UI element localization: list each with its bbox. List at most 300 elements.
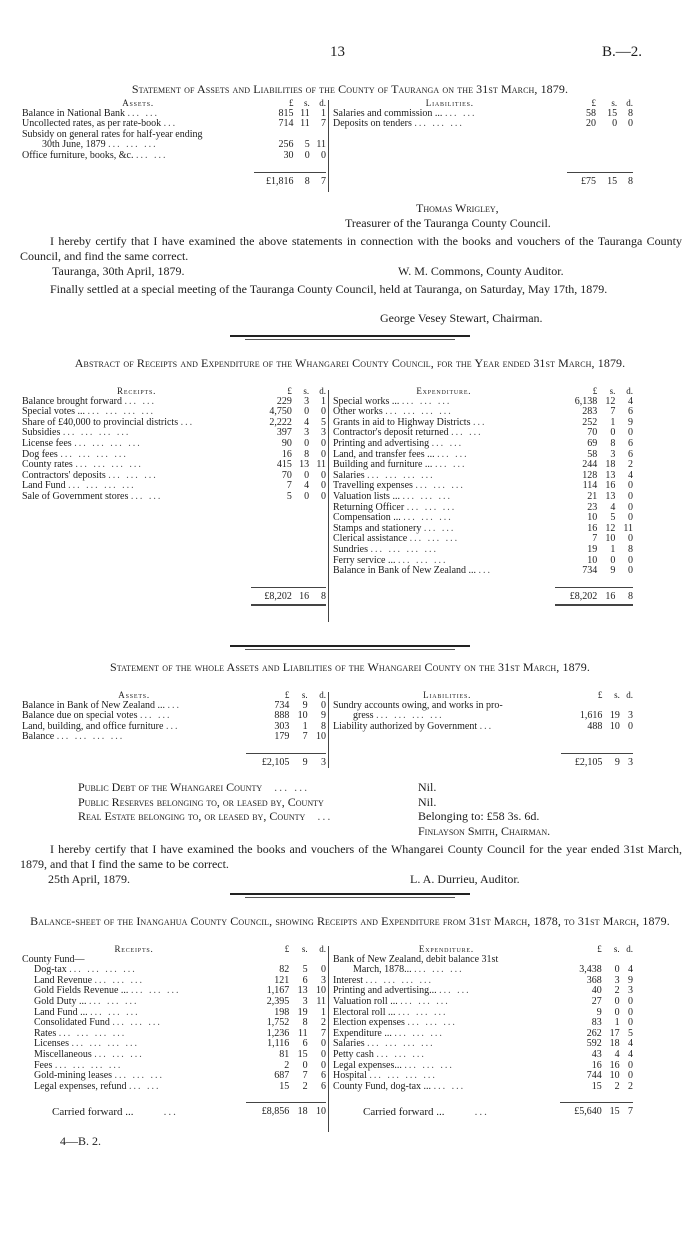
row-label-text: Hospital — [333, 1070, 367, 1082]
spacer-cell — [602, 743, 619, 754]
shillings-cell: 3 — [614, 974, 620, 986]
pence-cell: 10 — [316, 731, 326, 743]
pounds-cell: 256 — [278, 139, 294, 151]
pounds-cell: 734 — [274, 699, 290, 711]
row-label-text: County Fund, dog-tax ... — [333, 1080, 432, 1092]
shillings-cell: 19 — [609, 710, 620, 722]
leader-dots: ... ... ... — [94, 1048, 144, 1060]
spacer-cell — [22, 545, 251, 556]
spacer-cell — [251, 513, 292, 524]
spacer-cell — [597, 577, 615, 588]
leader-dots: ... ... — [124, 395, 156, 407]
pence-cell: 0 — [628, 565, 633, 577]
leader-dots: ... — [478, 565, 493, 577]
currency-column-header: £ — [284, 944, 290, 954]
shillings-cell: 3 — [610, 448, 616, 460]
shillings-cell: 12 — [605, 522, 616, 534]
currency-column-header: £ — [288, 98, 294, 108]
pence-cell: 0 — [628, 1017, 633, 1029]
row-label-text: Salaries — [333, 469, 365, 481]
column-divider — [328, 390, 329, 622]
pounds-cell: 415 — [276, 459, 292, 471]
shillings-cell: 1 — [614, 1017, 620, 1029]
carried-forward-text: Carried forward ... — [363, 1106, 445, 1119]
pence-cell: 0 — [628, 1070, 633, 1082]
pence-cell: 0 — [321, 699, 326, 711]
leader-dots: ... ... ... ... — [367, 1038, 435, 1050]
table-row — [22, 1082, 326, 1093]
leader-dots: ... ... ... — [130, 985, 181, 997]
leader-dots: ... ... ... — [89, 995, 139, 1007]
row-label-text: 30th June, 1879 — [42, 139, 106, 151]
pounds-cell: 368 — [586, 974, 602, 986]
column-divider — [328, 946, 329, 1132]
row-label-text: Compensation ... — [333, 512, 401, 524]
section-separator-thin — [245, 897, 455, 898]
currency-column-header: s. — [301, 944, 308, 954]
pence-cell: 11 — [316, 139, 326, 151]
pence-cell: 0 — [321, 480, 326, 492]
pence-cell: 6 — [628, 437, 633, 449]
spacer-cell — [309, 566, 326, 577]
row-label-text: Balance — [22, 731, 55, 743]
row-label-text: Office furniture, books, &c. — [22, 149, 134, 161]
shillings-cell: 11 — [300, 107, 310, 119]
row-label-text: Other works — [333, 406, 383, 418]
section-separator — [230, 893, 470, 895]
pence-cell: 0 — [321, 1059, 326, 1071]
total-label-empty — [22, 172, 254, 189]
total-s-cell: 16 — [597, 587, 615, 605]
spacer-cell — [310, 162, 326, 173]
leader-dots: ... ... ... — [376, 1048, 426, 1060]
row-label-text: Stamps and stationery — [333, 522, 422, 534]
pence-cell: 0 — [628, 480, 633, 492]
pounds-cell: 15 — [591, 1080, 602, 1092]
row-label-text: Gold-mining leases — [34, 1070, 113, 1082]
shillings-cell: 1 — [610, 543, 616, 555]
signature-mark: 4—B. 2. — [60, 1134, 102, 1148]
pence-cell: 2 — [628, 1080, 633, 1092]
pounds-cell: 1,616 — [579, 710, 603, 722]
row-label-text: Land Fund — [22, 480, 66, 492]
whangarei-abstract-title: Abstract of Receipts and Expenditure of the Whangarei County Council, for the Year ended 31st March, 1879. — [74, 356, 626, 370]
pounds-cell: 58 — [585, 107, 596, 119]
currency-column-header: £ — [287, 386, 292, 396]
row-label-text: Special works ... — [333, 395, 400, 407]
column-header: Receipts. — [114, 944, 154, 954]
table-row — [22, 151, 326, 162]
spacer-cell — [561, 743, 602, 754]
shillings-cell: 11 — [297, 1027, 308, 1039]
spacer-cell — [309, 577, 326, 588]
leader-dots: ... ... — [451, 427, 483, 439]
tauranga-assets-table — [22, 98, 326, 189]
shillings-cell: 0 — [304, 406, 310, 418]
leader-dots: ... ... ... ... — [56, 731, 125, 743]
carried-l-cell: £8,856 — [246, 1103, 289, 1118]
pounds-cell: 198 — [274, 1006, 290, 1018]
total-label-empty — [333, 172, 567, 189]
spacer-cell — [289, 1092, 307, 1103]
tauranga-auditor: W. M. Commons, County Auditor. — [398, 264, 564, 278]
column-header: Liabilities. — [423, 690, 472, 700]
tauranga-treasurer-title: Treasurer of the Tauranga County Council. — [345, 216, 551, 230]
pounds-cell: 229 — [276, 395, 292, 407]
currency-column-header: s. — [611, 98, 618, 108]
row-label-text: Bank of New Zealand, debit balance 31st — [333, 953, 499, 965]
leader-dots: ... ... ... — [108, 469, 158, 481]
shillings-cell: 12 — [605, 395, 616, 407]
whangarei-date: 25th April, 1879. — [48, 872, 131, 886]
currency-column-header: d. — [319, 386, 326, 396]
pence-cell: 0 — [628, 533, 633, 545]
leader-dots: ... ... ... ... — [365, 974, 433, 986]
shillings-cell: 4 — [610, 501, 616, 513]
total-l-cell: £2,105 — [561, 754, 602, 771]
column-header: Assets. — [118, 690, 150, 700]
row-label-text: Sale of Government stores — [22, 490, 129, 502]
shillings-cell: 10 — [297, 710, 308, 722]
spacer-cell — [617, 130, 633, 141]
shillings-cell: 7 — [302, 731, 308, 743]
row-label — [22, 732, 246, 743]
row-label-text: Contractors' deposits — [22, 469, 106, 481]
shillings-cell: 0 — [614, 1006, 620, 1018]
carried-l-cell: £5,640 — [560, 1103, 602, 1118]
pounds-cell: 81 — [279, 1048, 290, 1060]
row-label-text: Building and furniture ... — [333, 459, 433, 471]
currency-column-header: £ — [597, 944, 602, 954]
pounds-cell: 114 — [582, 480, 598, 492]
shillings-cell: 9 — [302, 699, 308, 711]
leader-dots: ... ... ... — [397, 554, 448, 566]
row-label-text: Sundries — [333, 543, 368, 555]
currency-column-header: s. — [609, 386, 616, 396]
shillings-cell: 3 — [304, 427, 310, 439]
pence-cell: 6 — [628, 406, 633, 418]
leader-dots: ... — [163, 118, 178, 130]
row-label — [333, 1082, 560, 1093]
spacer-cell — [615, 577, 633, 588]
debt-row-label: Public Debt of the Whangarei County — [78, 780, 263, 794]
pounds-cell: 5 — [286, 490, 292, 502]
total-l-cell: £8,202 — [251, 587, 292, 605]
pence-cell: 0 — [628, 554, 633, 566]
total-row — [333, 587, 633, 605]
pounds-cell: 9 — [596, 1006, 602, 1018]
leader-dots: ... ... — [423, 522, 456, 534]
whangarei-statement-title: Statement of the whole Assets and Liabilities of the Whangarei County on the 31st March, 1879. — [110, 660, 590, 674]
pence-cell: 1 — [321, 395, 326, 407]
currency-column-header: s. — [614, 690, 620, 700]
row-label-text: Miscellaneous — [34, 1048, 92, 1060]
total-d-cell: 8 — [309, 587, 326, 605]
spacer-cell — [251, 524, 292, 535]
pence-cell: 0 — [321, 469, 326, 481]
row-label-text: Printing and advertising — [333, 437, 430, 449]
row-label-text: County rates — [22, 459, 73, 471]
row-label — [22, 151, 254, 162]
whangarei-assets-table — [22, 690, 326, 771]
currency-column-header: d. — [319, 690, 326, 700]
pounds-cell: 19 — [587, 543, 598, 555]
spacer-cell — [333, 151, 567, 162]
shillings-cell: 0 — [614, 995, 620, 1007]
pounds-cell: 90 — [281, 437, 292, 449]
carried-d-cell: 10 — [308, 1103, 326, 1118]
row-label-text: Licenses — [34, 1038, 69, 1050]
leader-dots: ... ... — [431, 437, 464, 449]
leader-dots: ... ... — [128, 1080, 161, 1092]
leader-dots: ... ... ... ... — [369, 1070, 437, 1082]
pence-cell: 6 — [321, 1080, 326, 1092]
spacer-cell — [292, 577, 309, 588]
pounds-cell: 10 — [587, 512, 598, 524]
inangahua-receipts-table — [22, 944, 326, 1118]
leader-dots: ... ... ... ... — [376, 710, 444, 722]
pence-cell: 9 — [628, 416, 633, 428]
pence-cell: 3 — [628, 710, 633, 722]
pence-cell: 2 — [628, 459, 633, 471]
leader-dots: ... — [479, 720, 494, 732]
currency-column-header: s. — [303, 386, 310, 396]
total-l-cell: £1,816 — [254, 172, 293, 189]
leader-dots: ... — [474, 1106, 489, 1119]
currency-column-header: £ — [591, 98, 596, 108]
total-row — [22, 172, 326, 189]
shillings-cell: 1 — [610, 416, 616, 428]
currency-column-header: s. — [303, 98, 310, 108]
pounds-cell: 592 — [586, 1038, 602, 1050]
whangarei-debt-block — [78, 780, 618, 824]
shillings-cell: 0 — [610, 554, 616, 566]
shillings-cell: 8 — [304, 448, 310, 460]
currency-column-header: d. — [319, 98, 326, 108]
inangahua-title: Balance-sheet of the Inangahua County Council, showing Receipts and Expenditure from 31st March, 1878, to 31st March, 1879. — [30, 914, 670, 928]
leader-dots: ... ... — [433, 1080, 466, 1092]
total-s-cell: 16 — [292, 587, 309, 605]
leader-dots: ... ... — [140, 710, 172, 722]
leader-dots: ... ... ... — [400, 995, 450, 1007]
whangarei-expenditure-table — [333, 386, 633, 606]
shillings-cell: 4 — [614, 1048, 620, 1060]
shillings-cell: 4 — [304, 480, 310, 492]
spacer-cell — [289, 743, 307, 754]
pence-cell: 0 — [628, 720, 633, 732]
pence-cell: 0 — [321, 437, 326, 449]
spacer-cell — [308, 1092, 326, 1103]
leader-dots: ... ... ... — [407, 1017, 457, 1029]
pounds-cell: 121 — [274, 974, 290, 986]
pence-cell: 0 — [321, 964, 326, 976]
spacer-cell — [617, 140, 633, 151]
pounds-cell: 888 — [274, 710, 290, 722]
spacer-cell — [596, 140, 617, 151]
spacer-cell — [251, 566, 292, 577]
total-l-cell: £2,105 — [246, 754, 289, 771]
leader-dots: ... ... ... ... — [75, 459, 143, 471]
pence-cell: 5 — [628, 1027, 633, 1039]
shillings-cell: 2 — [614, 1080, 620, 1092]
pounds-cell: 488 — [587, 720, 603, 732]
pounds-cell: 58 — [587, 448, 598, 460]
spacer-cell — [333, 1092, 560, 1103]
total-row — [333, 172, 633, 189]
carried-s-cell: 18 — [289, 1103, 307, 1118]
spacer-cell — [596, 151, 617, 162]
spacer-cell — [560, 1092, 602, 1103]
spacer-cell — [22, 743, 246, 754]
spacer-cell — [22, 1092, 246, 1103]
pounds-cell: 1,236 — [266, 1027, 290, 1039]
spacer-cell — [309, 556, 326, 567]
total-s-cell: 8 — [293, 172, 309, 189]
shillings-cell: 6 — [302, 974, 308, 986]
row-label-text: Returning Officer — [333, 501, 405, 513]
row-label-text: Electoral roll ... — [333, 1006, 396, 1018]
total-d-cell: 3 — [308, 754, 326, 771]
row-label-text: Grants in aid to Highway Districts — [333, 416, 471, 428]
row-label-text: gress — [353, 710, 374, 722]
spacer-cell — [602, 732, 619, 743]
total-s-cell: 15 — [596, 172, 617, 189]
debt-row-value: Nil. — [418, 780, 437, 794]
pounds-cell: 397 — [276, 427, 292, 439]
pounds-cell: 30 — [283, 149, 294, 161]
spacer-cell — [308, 743, 326, 754]
shillings-cell: 6 — [302, 1038, 308, 1050]
debt-row — [78, 780, 618, 795]
leader-dots: ... ... ... — [108, 139, 158, 151]
shillings-cell: 13 — [297, 985, 308, 997]
total-l-cell: £8,202 — [555, 587, 598, 605]
row-label — [333, 566, 555, 577]
leader-dots: ... ... ... — [94, 974, 145, 986]
pence-cell: 8 — [628, 543, 633, 555]
column-header: Expenditure. — [418, 944, 474, 954]
pounds-cell: 70 — [587, 427, 598, 439]
spacer-cell — [567, 151, 596, 162]
leader-dots: ... — [180, 416, 195, 428]
total-row — [333, 754, 633, 771]
spacer-cell — [333, 577, 555, 588]
leader-dots: ... ... ... — [90, 1006, 140, 1018]
spacer-cell — [617, 151, 633, 162]
currency-column-header: d. — [626, 944, 633, 954]
row-label-text: Travelling expenses — [333, 480, 413, 492]
row-label-text: March, 1878... — [353, 964, 412, 976]
pence-cell: 4 — [628, 1038, 633, 1050]
pence-cell: 0 — [321, 448, 326, 460]
leader-dots: ... ... ... — [402, 490, 452, 502]
shillings-cell: 2 — [302, 1080, 308, 1092]
spacer-cell — [22, 503, 251, 514]
pounds-cell: 69 — [587, 437, 598, 449]
whangarei-liabilities-table — [333, 690, 633, 771]
spacer-cell — [309, 513, 326, 524]
leader-dots: ... ... ... ... — [60, 448, 128, 460]
leader-dots: ... ... — [444, 107, 477, 119]
pence-cell: 0 — [321, 1038, 326, 1050]
column-header: Expenditure. — [416, 386, 472, 396]
carried-d-cell: 7 — [620, 1103, 633, 1118]
row-label-text: Balance in National Bank — [22, 107, 126, 119]
leader-dots: ... — [163, 1106, 178, 1119]
spacer-cell — [246, 1092, 289, 1103]
leader-dots: ... ... ... ... — [58, 1027, 127, 1039]
currency-column-header: d. — [319, 944, 326, 954]
spacer-cell — [292, 556, 309, 567]
debt-row-label: Real Estate belonging to, or leased by, County — [78, 809, 306, 823]
pounds-cell: 262 — [586, 1027, 602, 1039]
leader-dots: ... — [165, 720, 180, 732]
page-number: 13 — [330, 44, 345, 60]
shillings-cell: 1 — [302, 720, 308, 732]
spacer-cell — [620, 732, 633, 743]
shillings-cell: 8 — [610, 437, 616, 449]
row-label-text: Balance due on special votes — [22, 710, 138, 722]
row-label-text: Legal expenses... — [333, 1059, 402, 1071]
shillings-cell: 4 — [304, 416, 310, 428]
pounds-cell: 16 — [281, 448, 292, 460]
leader-dots: ... — [317, 809, 333, 823]
spacer-cell — [22, 566, 251, 577]
leader-dots: ... ... ... ... — [62, 427, 131, 439]
leader-dots: ... ... — [135, 149, 168, 161]
pence-cell: 4 — [628, 1048, 633, 1060]
pence-cell: 0 — [628, 512, 633, 524]
pence-cell: 0 — [321, 406, 326, 418]
total-label-empty — [22, 587, 251, 605]
pence-cell: 6 — [321, 1070, 326, 1082]
leader-dots: ... ... ... — [414, 118, 464, 130]
table-row — [333, 119, 633, 130]
inangahua-expenditure-table — [333, 944, 633, 1118]
row-label-text: License fees — [22, 437, 72, 449]
spacer-cell — [251, 556, 292, 567]
shillings-cell: 15 — [607, 107, 618, 119]
spacer-cell — [309, 524, 326, 535]
paper-reference: B.—2. — [601, 44, 642, 60]
shillings-cell: 2 — [614, 985, 620, 997]
row-label-text: Valuation roll ... — [333, 995, 398, 1007]
shillings-cell: 0 — [614, 964, 620, 976]
shillings-cell: 7 — [610, 406, 616, 418]
row-label-text: Gold Fields Revenue ... — [34, 985, 129, 997]
row-label-text: Subsidies — [22, 427, 61, 439]
table-row — [333, 566, 633, 577]
spacer-cell — [22, 534, 251, 545]
carried-forward-row — [22, 1103, 326, 1118]
row-label-text: Interest — [333, 974, 363, 986]
total-s-cell: 9 — [289, 754, 307, 771]
spacer-cell — [596, 162, 617, 173]
pounds-cell: 714 — [278, 118, 294, 130]
spacer-cell — [292, 503, 309, 514]
leader-dots: ... ... — [130, 490, 163, 502]
pounds-cell: 303 — [274, 720, 290, 732]
row-label-text: Land, building, and office furniture — [22, 720, 164, 732]
shillings-cell: 15 — [297, 1048, 308, 1060]
leader-dots: ... ... — [437, 448, 469, 460]
shillings-cell: 3 — [302, 995, 308, 1007]
shillings-cell: 0 — [612, 118, 618, 130]
pounds-cell: 10 — [587, 554, 598, 566]
currency-column-header: £ — [592, 386, 598, 396]
pounds-cell: 16 — [591, 1059, 602, 1071]
leader-dots: ... ... — [439, 985, 471, 997]
